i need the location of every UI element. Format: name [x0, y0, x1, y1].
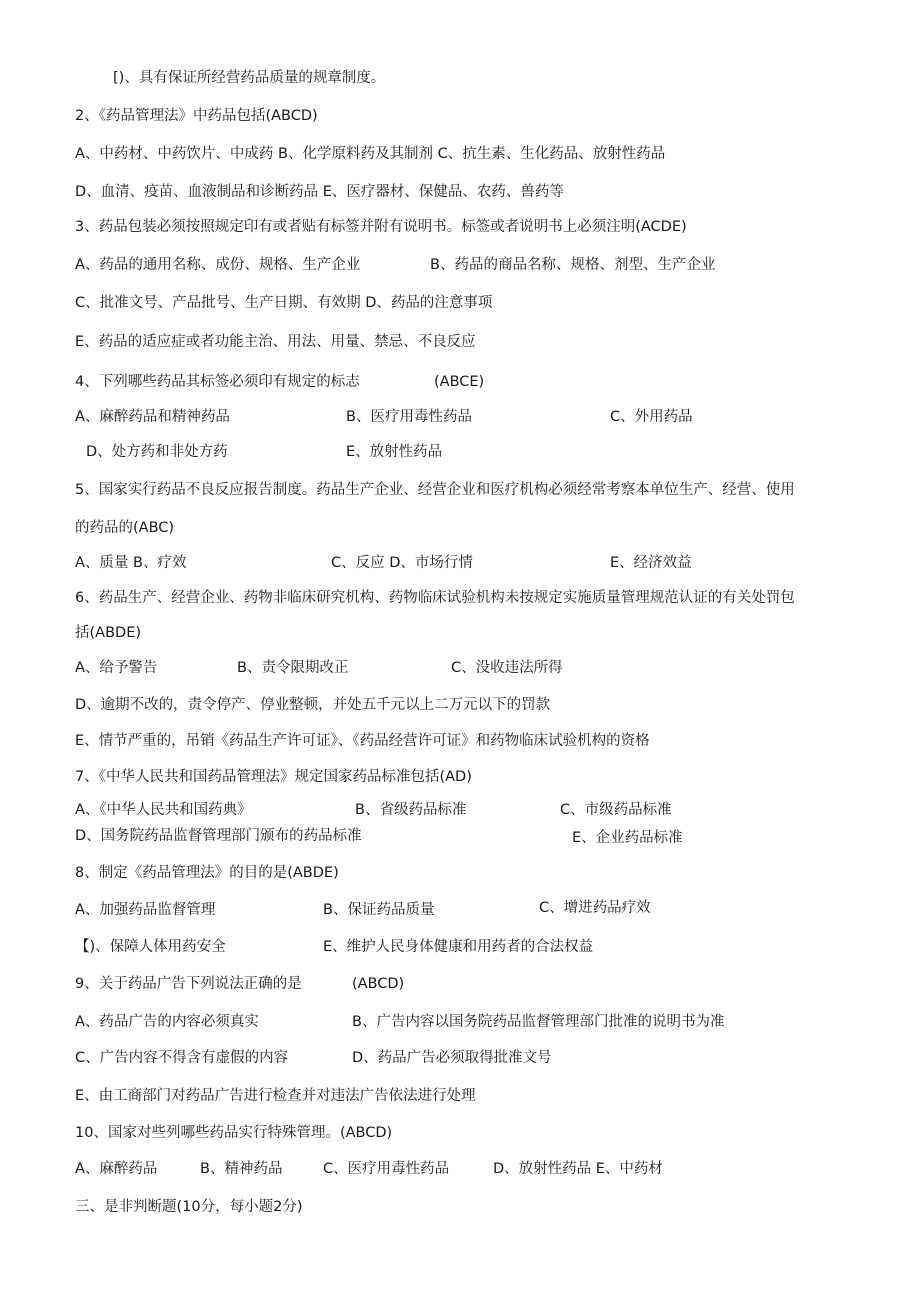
option-c: C、外用药品 — [610, 409, 693, 425]
option-e: E、经济效益 — [610, 555, 692, 571]
option-b: B、责令限期改正 — [237, 660, 349, 676]
option-c: C、增进药品疗效 — [539, 900, 651, 916]
option-a: A、药品的通用名称、成份、规格、生产企业 — [75, 257, 361, 273]
option-b: B、省级药品标准 — [355, 802, 467, 818]
option-a: A、麻醉药品和精神药品 — [75, 409, 230, 425]
answer: (ABCD) — [352, 976, 405, 992]
option-a: A、药品广告的内容必须真实 — [75, 1014, 259, 1030]
option-b: B、精神药品 — [200, 1161, 283, 1177]
option-e: E、药品的适应症或者功能主治、用法、用量、禁忌、不良反应 — [75, 334, 476, 350]
option-a: A、给予警告 — [75, 660, 158, 676]
option-c: C、医疗用毒性药品 — [323, 1161, 450, 1177]
option-line: D、血清、疫苗、血液制品和诊断药品 E、医疗器材、保健品、农药、兽药等 — [75, 184, 564, 200]
option-e: E、企业药品标准 — [572, 830, 683, 846]
option-a: A、《中华人民共和国药典》 — [75, 802, 252, 818]
question-4: 4、下列哪些药品其标签必须印有规定的标志 — [75, 374, 360, 390]
answer: (ABCE) — [434, 374, 485, 390]
option-c: C、广告内容不得含有虚假的内容 — [75, 1050, 289, 1066]
question-6: 6、药品生产、经营企业、药物非临床研究机构、药物临床试验机构未按规定实施质量管理规范认证的有关处罚包 — [75, 590, 795, 606]
option-a: A、麻醉药品 — [75, 1161, 158, 1177]
option-b: B、医疗用毒性药品 — [346, 409, 472, 425]
option-e: E、维护人民身体健康和用药者的合法权益 — [323, 939, 594, 955]
section-heading: 三、是非判断题(10分，每小题2分) — [75, 1199, 303, 1215]
question-5-cont: 的药品的(ABC) — [75, 520, 175, 536]
option-c: C、没收违法所得 — [451, 660, 563, 676]
option-d: D、国务院药品监督管理部门颁布的药品标准 — [75, 828, 362, 844]
option-b: B、广告内容以国务院药品监督管理部门批准的说明书为准 — [352, 1014, 725, 1030]
option-d: D、逾期不改的，责令停产、停业整顿，并处五千元以上二万元以下的罚款 — [75, 697, 551, 713]
question-7: 7、《中华人民共和国药品管理法》规定国家药品标准包括(AD) — [75, 769, 472, 785]
option-b: B、保证药品质量 — [323, 902, 435, 918]
option-cd: C、反应 D、市场行情 — [331, 555, 473, 571]
option-line: C、批准文号、产品批号、生产日期、有效期 D、药品的注意事项 — [75, 295, 493, 311]
option-e: E、由工商部门对药品广告进行检查并对违法广告依法进行处理 — [75, 1088, 476, 1104]
question-3: 3、药品包装必须按照规定印有或者贴有标签并附有说明书。标签或者说明书上必须注明(ACDE) — [75, 219, 687, 235]
option-de: D、放射性药品 E、中药材 — [493, 1161, 663, 1177]
option-d: D、处方药和非处方药 — [86, 444, 228, 460]
question-5: 5、国家实行药品不良反应报告制度。药品生产企业、经营企业和医疗机构必须经常考察本单位生产、经营、使用 — [75, 482, 795, 498]
question-2: 2、《药品管理法》中药品包括(ABCD) — [75, 108, 318, 124]
option-d: 【)、保障人体用药安全 — [75, 939, 226, 955]
option-d: D、药品广告必须取得批准文号 — [352, 1050, 552, 1066]
option-e: E、放射性药品 — [346, 444, 443, 460]
option-c: C、市级药品标准 — [560, 802, 672, 818]
option-ab: A、质量 B、疗效 — [75, 555, 187, 571]
text-line: [)、具有保证所经营药品质量的规章制度。 — [113, 70, 386, 86]
question-10: 10、国家对些列哪些药品实行特殊管理。(ABCD) — [75, 1125, 393, 1141]
option-line: A、中药材、中药饮片、中成药 B、化学原料药及其制剂 C、抗生素、生化药品、放射性药品 — [75, 146, 666, 162]
question-9: 9、关于药品广告下列说法正确的是 — [75, 976, 302, 992]
option-e: E、情节严重的，吊销《药品生产许可证》、《药品经营许可证》和药物临床试验机构的资格 — [75, 733, 650, 749]
option-b: B、药品的商品名称、规格、剂型、生产企业 — [430, 257, 716, 273]
option-a: A、加强药品监督管理 — [75, 902, 216, 918]
question-6-cont: 括(ABDE) — [75, 625, 142, 641]
question-8: 8、制定《药品管理法》的目的是(ABDE) — [75, 865, 339, 881]
